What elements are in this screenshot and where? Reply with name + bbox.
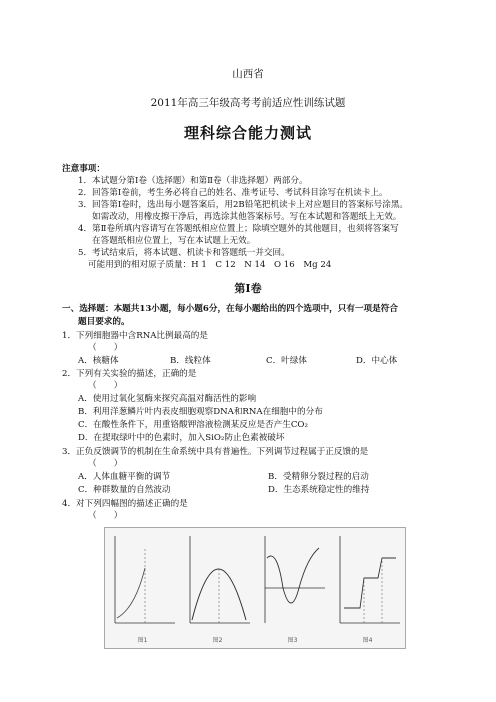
section-intro-cont: 题目要求的。 xyxy=(78,317,130,327)
figure-panel-3 xyxy=(255,528,330,646)
q2-option-b: B．利用洋葱鳞片叶内表皮细胞观察DNA和RNA在细胞中的分布 xyxy=(78,407,323,417)
section-title: 第Ⅰ卷 xyxy=(234,282,262,295)
q1-option-c: C．叶绿体 xyxy=(266,356,307,366)
q2-stem: 2．下列有关实验的描述，正确的是 xyxy=(62,369,197,379)
figure-panel-1-label: 图1 xyxy=(137,637,148,644)
figure-panel-4 xyxy=(330,528,405,646)
notice-item-4-cont: 在答题纸相应位置上，写在本试题上无效。 xyxy=(92,236,256,246)
q1-option-b: B．线粒体 xyxy=(170,356,211,366)
notice-item-1: 1．本试题分第Ⅰ卷（选择题）和第Ⅱ卷（非选择题）两部分。 xyxy=(78,176,308,186)
q2-option-a: A．使用过氧化氢酶来探究高温对酶活性的影响 xyxy=(78,394,257,404)
q3-option-b: B．受精卵分裂过程的启动 xyxy=(268,472,369,482)
figure-panel-2-label: 图2 xyxy=(212,637,223,644)
figure-panel-3-label: 图3 xyxy=(287,637,298,644)
q1-bracket: （ ） xyxy=(88,343,123,353)
figure-panel-1 xyxy=(105,528,180,646)
figure-panel-2 xyxy=(180,528,255,646)
q2-option-d: D．在提取绿叶中的色素时，加入SiO₂防止色素被破坏 xyxy=(78,433,285,443)
q4-stem: 4．对下列四幅图的描述正确的是 xyxy=(62,499,188,509)
q1-stem: 1．下列细胞器中含RNA比例最高的是 xyxy=(62,331,208,341)
notice-item-4: 4．第Ⅱ卷所填内容请写在答题纸相应位置上；除填空题外的其他题目，也须将答案写 xyxy=(78,224,399,234)
exam-title: 理科综合能力测试 xyxy=(183,124,312,142)
figure-panel-4-label: 图4 xyxy=(362,637,373,644)
notice-heading: 注意事项： xyxy=(62,164,105,174)
province-heading: 山西省 xyxy=(232,68,264,80)
q3-option-d: D．生态系统稳定性的维持 xyxy=(268,485,370,495)
notice-item-3: 3．回答第Ⅰ卷时，选出每小题答案后，用2B铅笔把机读卡上对应题目的答案标号涂黑。 xyxy=(78,200,409,210)
q4-bracket: （ ） xyxy=(88,511,123,521)
section-intro: 一、选择题：本题共13小题，每小题6分，在每小题给出的四个选项中，只有一项是符合 xyxy=(62,304,398,314)
notice-item-5: 5．考试结束后，将本试题、机读卡和答题纸一并交回。 xyxy=(78,248,290,258)
q3-option-c: C．种群数量的自然波动 xyxy=(78,485,171,495)
q1-option-d: D．中心体 xyxy=(356,356,398,366)
exam-subtitle: 2011年高三年级高考考前适应性训练试题 xyxy=(150,97,346,109)
q3-option-a: A．人体血糖平衡的调节 xyxy=(78,472,171,482)
q3-bracket: （ ） xyxy=(88,459,123,469)
q2-bracket: （ ） xyxy=(88,381,123,391)
notice-item-3-cont: 如需改动，用橡皮擦干净后，再选涂其他答案标号。写在本试题和答题纸上无效。 xyxy=(92,212,402,222)
atomic-mass-note: 可能用到的相对原子质量：H 1 C 12 N 14 O 16 Mg 24 xyxy=(88,260,332,270)
q2-option-c: C．在酸性条件下，用重铬酸钾溶液检测某反应是否产生CO₂ xyxy=(78,420,308,430)
notice-item-2: 2．回答第Ⅰ卷前，考生务必将自己的姓名、准考证号、考试科目涂写在机读卡上。 xyxy=(78,188,388,198)
q3-stem: 3．正负反馈调节的机制在生命系统中具有普遍性。下列调节过程属于正反馈的是 xyxy=(62,447,369,457)
q4-figure xyxy=(104,527,406,649)
q1-option-a: A．核糖体 xyxy=(78,356,119,366)
